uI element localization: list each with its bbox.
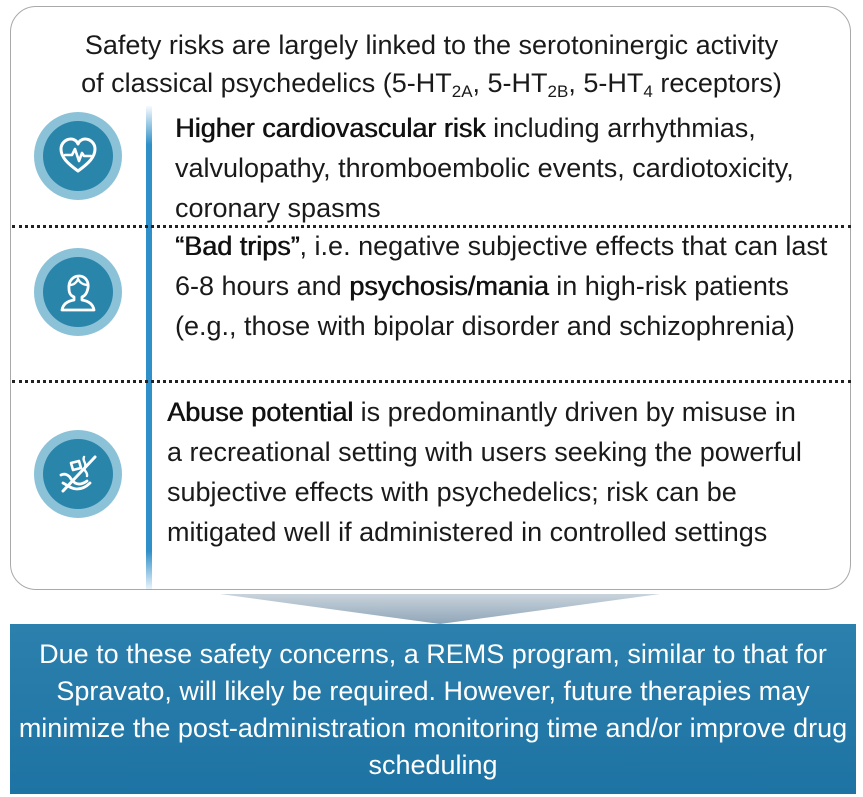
risk-2-text-2: in high-risk patients (e.g., those with bipolar disorder and schizophrenia) (175, 271, 795, 341)
header-line-2 (0, 64, 863, 102)
subscript-2b: 2B (547, 82, 569, 101)
risk-2-text-1: , i.e. negative subjective effects that can last 6-8 hours and (175, 231, 828, 301)
heart-pulse-icon (34, 112, 122, 200)
header-sep-1: , 5-HT (472, 68, 548, 98)
header-title (0, 26, 863, 102)
divider-2 (12, 380, 851, 383)
header-line-1: Safety risks are largely linked to the serotoninergic activity (84, 30, 779, 60)
risk-1-bold: Higher cardiovascular risk (175, 113, 486, 143)
risk-item-bad-trips (175, 226, 843, 346)
subscript-2a: 2A (451, 82, 473, 101)
risk-3-bold: Abuse potential (167, 397, 354, 427)
risk-item-cardiovascular (175, 108, 835, 228)
chevron-down-icon (220, 594, 660, 626)
header-line-2-pre: of classical psychedelics (5-HT (81, 68, 452, 98)
head-profile-icon (34, 248, 122, 336)
risk-2-bold-1: “Bad trips” (175, 231, 300, 261)
header-sep-2: , 5-HT (568, 68, 644, 98)
no-drugs-icon (34, 430, 122, 518)
risk-1-text: including arrhythmias, valvulopathy, thromboembolic events, cardiotoxicity, coronary spasms (175, 113, 794, 223)
header-line-2-post: receptors) (652, 68, 782, 98)
conclusion-text: Due to these safety concerns, a REMS program, similar to that for Spravato, will likely be required. However, future therapies may minimize the post-administration monitoring time and/or improve drug scheduling (18, 639, 848, 780)
risk-item-abuse (167, 392, 807, 552)
risk-2-bold-2: psychosis/mania (349, 271, 549, 301)
vertical-accent-line (146, 106, 152, 590)
risk-3-text: is predominantly driven by misuse in a recreational setting with users seeking the powerful subjective effects with psychedelics; risk can be mitigated well if administered in controlled settings (167, 397, 802, 547)
subscript-4: 4 (643, 82, 653, 101)
conclusion-banner (10, 624, 856, 794)
